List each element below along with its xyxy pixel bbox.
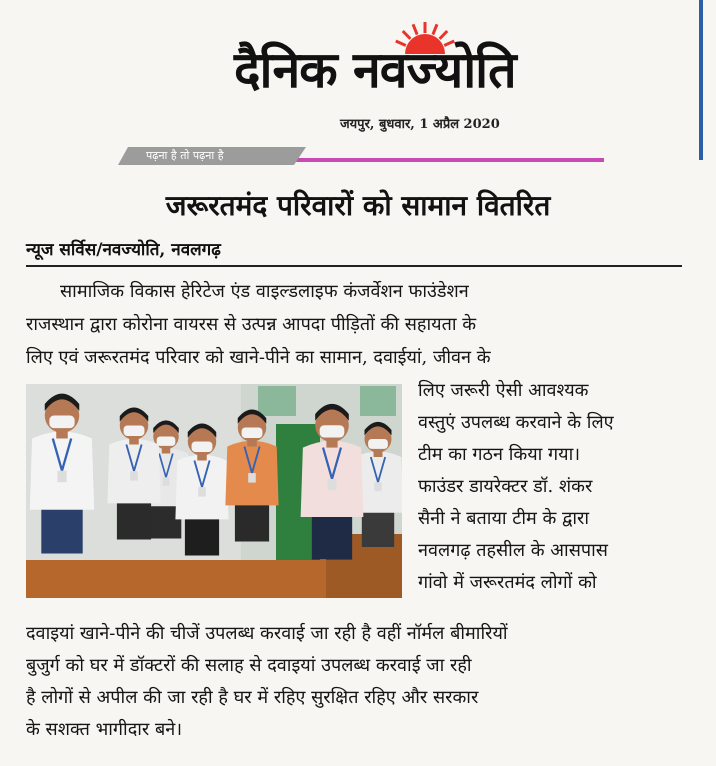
dateline: जयपुर, बुधवार, 1 अप्रैल 2020 [340,117,500,132]
body-line: राजस्थान द्वारा कोरोना वायरस से उत्पन्न आपदा पीड़ितों की सहायता के [26,314,477,335]
newspaper-name: दैनिक नवज्योति [234,41,516,99]
body-line: टीम का गठन किया गया। [418,444,581,465]
body-line: लिए एवं जरूरतमंद परिवार को खाने-पीने का सामान, दवाईयां, जीवन के [26,347,491,368]
article-byline: न्यूज सर्विस/नवज्योति, नवलगढ़ [26,240,221,260]
body-line: बुजुर्ग को घर में डॉक्टरों की सलाह से दवाइयां उपलब्ध करवाई जा रही [26,655,472,676]
body-line: के सशक्त भागीदार बने। [26,719,183,740]
article-headline: जरूरतमंद परिवारों को सामान वितरित [165,189,551,222]
body-line: दवाइयां खाने-पीने की चीजें उपलब्ध करवाई जा रही है वहीं नॉर्मल बीमारियों [26,623,508,644]
body-line: सैनी ने बताया टीम के द्वारा [418,508,590,529]
volunteers-photo-image [26,384,402,598]
tagline-ribbon [118,145,618,169]
body-line: लिए जरूरी ऐसी आवश्यक [418,380,589,401]
body-line: सामाजिक विकास हेरिटेज एंड वाइल्डलाइफ कंजर्वेशन फाउंडेशन [60,281,469,302]
body-line: नवलगढ़ तहसील के आसपास [418,540,608,561]
byline-rule [26,265,682,267]
ribbon-tagline: पढ़ना है तो पढ़ना है [146,149,224,162]
body-line: है लोगों से अपील की जा रही है घर में रहिए सुरक्षित रहिए और सरकार [26,687,479,708]
page-edge-rule [699,0,703,160]
masthead [220,12,640,142]
body-line: गांवो में जरूरतमंद लोगों को [418,572,597,593]
article-photo [26,384,402,598]
body-line: वस्तुएं उपलब्ध करवाने के लिए [418,412,614,433]
ribbon-rule [294,158,604,162]
body-line: फाउंडर डायरेक्टर डॉ. शंकर [418,476,593,497]
